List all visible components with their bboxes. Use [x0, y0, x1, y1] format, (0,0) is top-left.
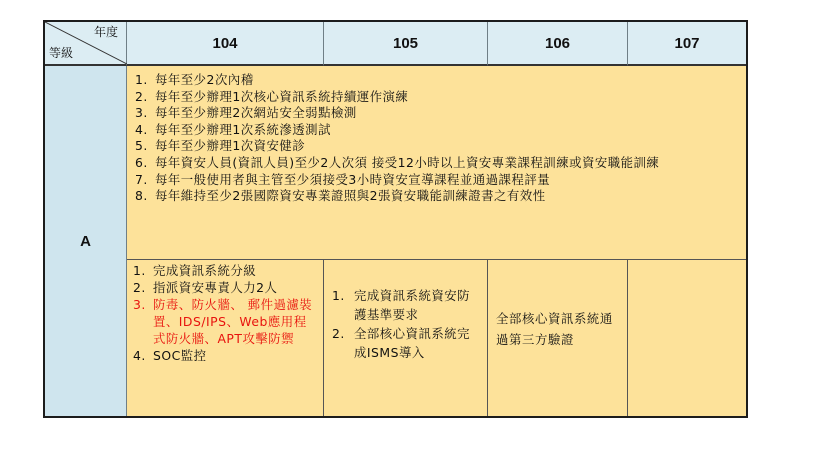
year-104-requirements-cell	[127, 260, 324, 416]
list-item: 2. 指派資安專責人力2人	[133, 280, 278, 295]
list-item: 1. 完成資訊系統分級	[133, 263, 257, 278]
list-item: 2. 每年至少辦理1次核心資訊系統持續運作演練	[135, 88, 409, 104]
list-item: 3. 每年至少辦理2次網站安全弱點檢測	[135, 105, 357, 121]
year-104-list	[133, 262, 319, 364]
year-105-list	[332, 286, 481, 362]
year-105-requirements-cell	[324, 260, 488, 416]
grade-cell: A	[45, 66, 127, 416]
year-header-107: 107	[628, 22, 746, 66]
year-106-text: 全部核心資訊系統通過第三方驗證	[496, 311, 613, 347]
list-item: 1. 完成資訊系統資安防護基準要求	[332, 288, 471, 322]
list-item: 2. 全部核心資訊系統完成ISMS導入	[332, 326, 471, 360]
list-item: 8. 每年維持至少2張國際資安專業證照與2張資安職能訓練證書之有效性	[135, 188, 546, 204]
year-107-requirements-cell	[628, 260, 746, 416]
security-requirements-table	[43, 20, 748, 418]
list-item-highlighted: 3. 防毒、防火牆、 郵件過濾裝置、IDS/IPS、Web應用程式防火牆、APT攻擊防禦	[133, 297, 313, 346]
list-item: 1. 每年至少2次內稽	[135, 72, 254, 87]
list-item: 4. 每年至少辦理1次系統滲透測試	[135, 121, 331, 137]
grade-heading: 等級	[49, 46, 74, 60]
year-106-requirements-cell	[488, 260, 628, 416]
list-item: 5. 每年至少辦理1次資安健診	[135, 138, 306, 154]
list-item: 7. 每年一般使用者與主管至少須接受3小時資安宣導課程並通過課程評量	[135, 171, 551, 187]
year-header-104: 104	[127, 22, 324, 66]
list-item: 6. 每年資安人員(資訊人員)至少2人次須 接受12小時以上資安專業課程訓練或資安職能訓練	[135, 154, 660, 170]
common-requirements-list	[135, 72, 740, 205]
corner-header	[45, 22, 127, 66]
year-heading: 年度	[93, 25, 118, 39]
year-header-106: 106	[488, 22, 628, 66]
list-item: 4. SOC監控	[133, 348, 207, 363]
year-header-105: 105	[324, 22, 488, 66]
common-requirements-cell	[127, 66, 746, 260]
